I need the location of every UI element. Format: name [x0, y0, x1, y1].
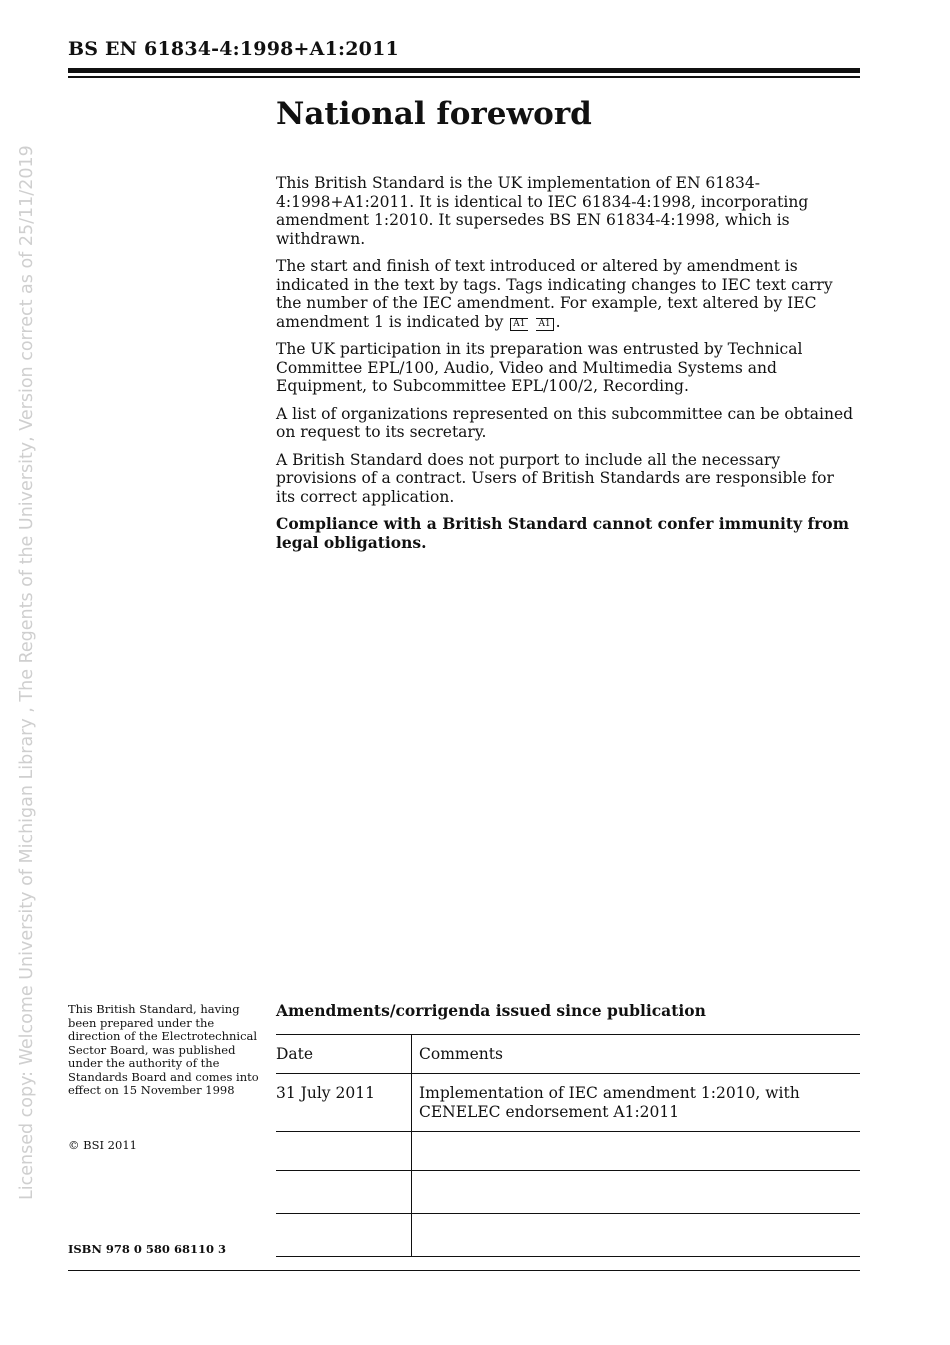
table-header-row	[276, 1034, 860, 1073]
paragraph-compliance: Compliance with a British Standard cannot confer immunity from legal obligations.	[276, 514, 850, 552]
paragraph-implementation: This British Standard is the UK implementation of EN 61834-4:1998+A1:2011. It is identical to IEC 61834-4:1998, incorporating amendment 1:2010. It supersedes BS EN 61834-4:1998, which is withdrawn.	[276, 174, 809, 248]
foreword-body	[276, 174, 856, 561]
table-row	[276, 1073, 860, 1131]
paragraph-organizations: A list of organizations represented on this subcommittee can be obtained on request to its secretary.	[276, 404, 854, 441]
publication-note: This British Standard, having been prepared under the direction of the Electrotechnical Sector Board, was published under the authority of the Standards Board and comes into effect on 15 November 1998	[68, 1002, 259, 1097]
row-date: 31 July 2011	[276, 1074, 412, 1131]
row-comment	[412, 1171, 860, 1213]
paragraph-amendment-tags-text: The start and finish of text introduced or altered by amendment is indicated in the text by tags. Tags indicating changes to IEC text carry the number of the IEC amendment. For example, text altered by IEC amendment 1 is indicated by	[276, 257, 833, 331]
isbn: ISBN 978 0 580 68110 3	[68, 1242, 226, 1256]
page-title: National foreword	[276, 96, 592, 132]
footer-rule	[68, 1270, 860, 1271]
paragraph-participation: The UK participation in its preparation was entrusted by Technical Committee EPL/100, Audio, Video and Multimedia Systems and Equipment, to Subcommittee EPL/100/2, Recording.	[276, 340, 803, 395]
header-rule-thick	[68, 68, 860, 73]
table-row	[276, 1213, 860, 1257]
row-comment	[412, 1132, 860, 1170]
row-date	[276, 1214, 412, 1256]
header-rule-thin	[68, 76, 860, 78]
table-row	[276, 1170, 860, 1213]
row-date	[276, 1132, 412, 1170]
row-comment	[412, 1214, 860, 1256]
row-date	[276, 1171, 412, 1213]
column-header-date: Date	[276, 1035, 412, 1073]
document-id: BS EN 61834-4:1998+A1:2011	[68, 38, 399, 60]
paragraph-amendment-tags	[276, 257, 856, 331]
amendments-table	[276, 1034, 860, 1257]
license-watermark: Licensed copy: Welcome University of Michigan Library , The Regents of the University, Version correct as of 25/11/2019	[17, 145, 37, 1200]
paragraph-amendment-tags-end: .	[555, 312, 561, 331]
row-comment: Implementation of IEC amendment 1:2010, with CENELEC endorsement A1:2011	[419, 1084, 800, 1121]
amendment-end-tag-icon: A1	[536, 318, 553, 331]
amendment-start-tag-icon: A1	[510, 318, 527, 331]
table-row	[276, 1131, 860, 1170]
column-header-comments: Comments	[419, 1045, 503, 1063]
paragraph-provisions: A British Standard does not purport to include all the necessary provisions of a contract. Users of British Standards are responsible for its correct application.	[276, 450, 834, 506]
amendments-heading: Amendments/corrigenda issued since publication	[276, 1001, 706, 1020]
copyright-notice: © BSI 2011	[68, 1138, 137, 1152]
